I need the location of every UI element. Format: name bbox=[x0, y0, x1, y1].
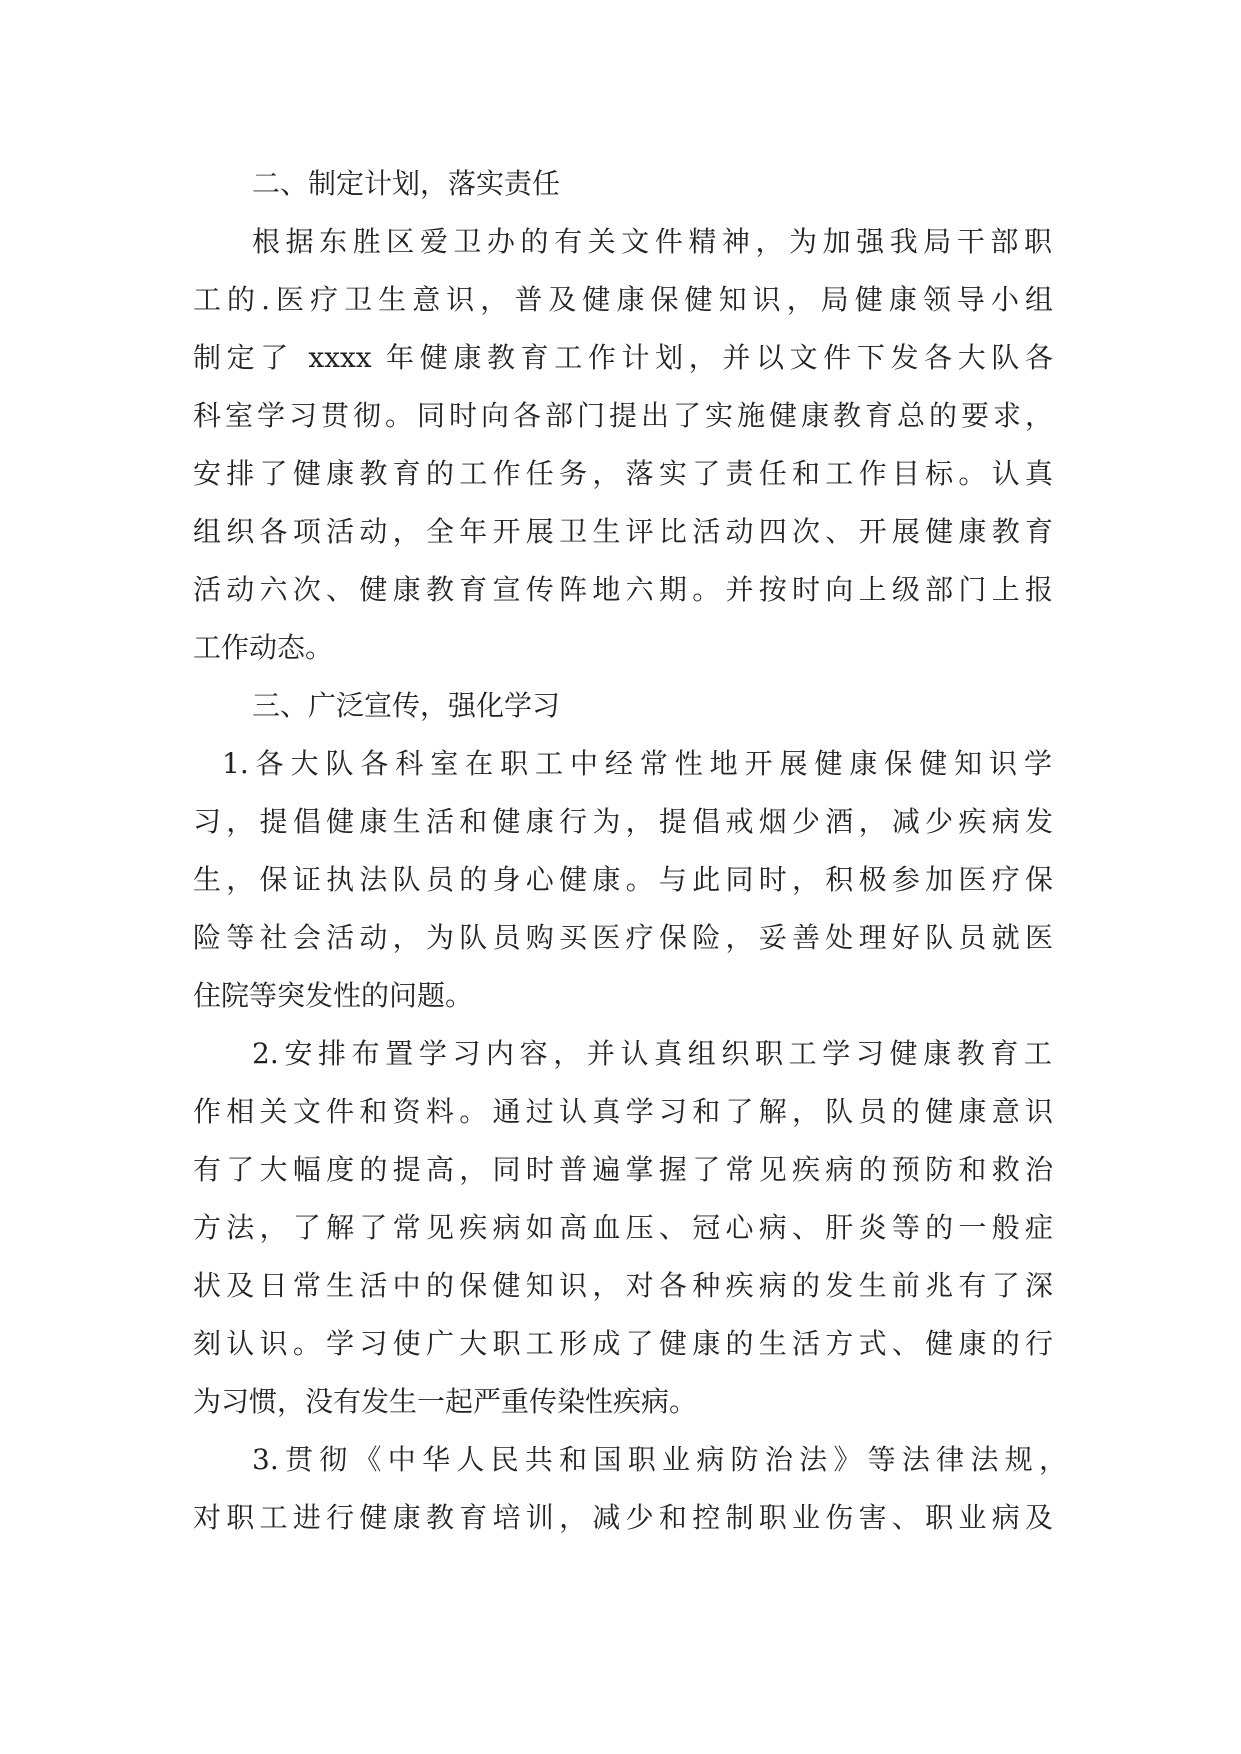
section-heading-2: 二、制定计划，落实责任 bbox=[252, 167, 561, 200]
paragraph-line: 安排了健康教育的工作任务，落实了责任和工作目标。认真 bbox=[193, 457, 1053, 490]
paragraph-line: 险等社会活动，为队员购买医疗保险，妥善处理好队员就医 bbox=[193, 921, 1053, 954]
section-heading-3: 三、广泛宣传，强化学习 bbox=[252, 689, 561, 722]
paragraph-line: 为习惯，没有发生一起严重传染性疾病。 bbox=[193, 1385, 698, 1418]
list-item-2-line: 2.安排布置学习内容，并认真组织职工学习健康教育工 bbox=[252, 1037, 1052, 1070]
paragraph-line: 状及日常生活中的保健知识，对各种疾病的发生前兆有了深 bbox=[193, 1269, 1053, 1302]
list-item-1-line: 1.各大队各科室在职工中经常性地开展健康保健知识学 bbox=[222, 747, 1052, 780]
paragraph-line: 住院等突发性的问题。 bbox=[193, 979, 474, 1012]
paragraph-line: 科室学习贯彻。同时向各部门提出了实施健康教育总的要求， bbox=[193, 399, 1053, 432]
paragraph-line: 作相关文件和资料。通过认真学习和了解，队员的健康意识 bbox=[193, 1095, 1053, 1128]
paragraph-line: 工作动态。 bbox=[193, 631, 334, 664]
paragraph-line: 制定了 xxxx 年健康教育工作计划，并以文件下发各大队各 bbox=[193, 341, 1053, 374]
list-item-3-line: 3.贯彻《中华人民共和国职业病防治法》等法律法规， bbox=[252, 1443, 1067, 1476]
paragraph-line: 方法，了解了常见疾病如高血压、冠心病、肝炎等的一般症 bbox=[193, 1211, 1053, 1244]
paragraph-line: 对职工进行健康教育培训，减少和控制职业伤害、职业病及 bbox=[193, 1501, 1053, 1534]
paragraph-line: 根据东胜区爱卫办的有关文件精神，为加强我局干部职 bbox=[252, 225, 1052, 258]
paragraph-line: 活动六次、健康教育宣传阵地六期。并按时向上级部门上报 bbox=[193, 573, 1053, 606]
paragraph-line: 习，提倡健康生活和健康行为，提倡戒烟少酒，减少疾病发 bbox=[193, 805, 1053, 838]
paragraph-line: 有了大幅度的提高，同时普遍掌握了常见疾病的预防和救治 bbox=[193, 1153, 1053, 1186]
paragraph-line: 生，保证执法队员的身心健康。与此同时，积极参加医疗保 bbox=[193, 863, 1053, 896]
paragraph-line: 工的.医疗卫生意识，普及健康保健知识，局健康领导小组 bbox=[193, 283, 1053, 316]
paragraph-line: 刻认识。学习使广大职工形成了健康的生活方式、健康的行 bbox=[193, 1327, 1053, 1360]
paragraph-line: 组织各项活动，全年开展卫生评比活动四次、开展健康教育 bbox=[193, 515, 1053, 548]
